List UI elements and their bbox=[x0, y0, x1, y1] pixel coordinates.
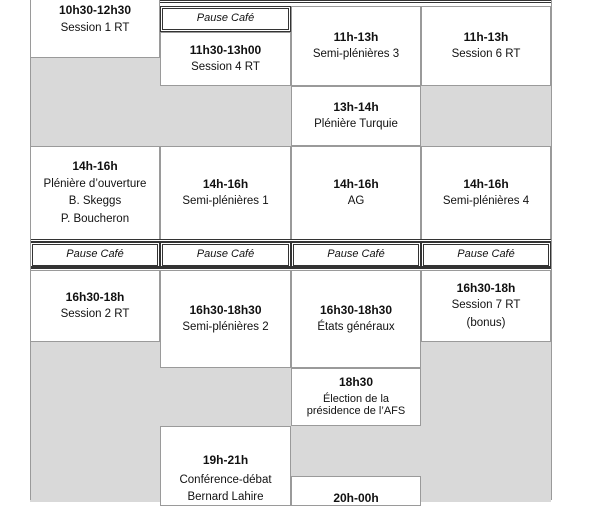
time-label: 10h30-12h30 bbox=[58, 3, 132, 17]
col3-empty-slot bbox=[291, 426, 421, 476]
col1-pleniere-ouverture bbox=[30, 146, 160, 240]
col1-session-1 bbox=[30, 0, 160, 58]
time-label: 19h-21h bbox=[202, 453, 249, 467]
col3-soiree bbox=[291, 476, 421, 506]
col3-pause-cafe bbox=[291, 242, 421, 268]
time-label: 11h-13h bbox=[463, 29, 509, 44]
session-label: Plénière d’ouverture bbox=[43, 177, 147, 190]
session-label: AG bbox=[347, 195, 365, 208]
col4-session-6 bbox=[421, 6, 551, 86]
session-label: Semi-plénières 2 bbox=[182, 321, 269, 334]
session-label: États généraux bbox=[317, 321, 395, 334]
col3-pleniere-turquie bbox=[291, 86, 421, 146]
pause-label: Pause Café bbox=[457, 248, 515, 261]
speaker-label: B. Skeggs bbox=[68, 195, 122, 208]
col4-empty-slot bbox=[421, 86, 551, 146]
time-label: 16h30-18h30 bbox=[319, 302, 393, 317]
col1-empty-slot bbox=[30, 58, 160, 146]
col2-session-4 bbox=[160, 32, 291, 86]
col2-semi-plenieres-2 bbox=[160, 270, 291, 368]
table-top-rule bbox=[160, 0, 551, 3]
col2-pause-cafe bbox=[160, 6, 291, 32]
time-label: 16h30-18h bbox=[456, 280, 516, 295]
session-label: Semi-plénières 3 bbox=[312, 48, 400, 61]
col2-empty-slot bbox=[160, 368, 291, 426]
session-label: Session 4 RT bbox=[191, 61, 260, 74]
session-label: Plénière Turquie bbox=[314, 118, 398, 131]
col3-semi-plenieres-3 bbox=[291, 6, 421, 86]
session-label: Session 6 RT bbox=[451, 48, 521, 61]
time-label: 16h30-18h bbox=[65, 289, 125, 304]
col2-pause-cafe bbox=[160, 242, 291, 268]
time-label: 18h30 bbox=[338, 374, 374, 389]
col1-empty-slot bbox=[30, 342, 160, 502]
table-left-border bbox=[30, 0, 31, 500]
speaker-label: P. Boucheron bbox=[60, 213, 130, 226]
pause-row-rule bbox=[30, 239, 551, 242]
pause-label: Pause Café bbox=[327, 248, 385, 261]
time-label: 16h30-18h30 bbox=[189, 302, 262, 317]
time-label: 14h-16h bbox=[463, 176, 509, 191]
time-label: 14h-16h bbox=[72, 158, 118, 173]
pause-row-rule bbox=[30, 266, 551, 269]
session-label: Conférence-débat bbox=[179, 473, 272, 486]
col3-etats-generaux bbox=[291, 270, 421, 368]
time-label: 11h30-13h00 bbox=[189, 42, 262, 57]
col4-pause-cafe bbox=[421, 242, 551, 268]
col4-session-7 bbox=[421, 270, 551, 342]
col1-pause-cafe bbox=[30, 242, 160, 268]
col4-semi-plenieres-4 bbox=[421, 146, 551, 240]
time-label: 11h-13h bbox=[333, 29, 379, 44]
time-label: 14h-16h bbox=[333, 176, 379, 191]
col2-semi-plenieres-1 bbox=[160, 146, 291, 240]
table-right-border bbox=[551, 0, 552, 500]
time-label: 13h-14h bbox=[333, 99, 379, 114]
session-label: (bonus) bbox=[466, 317, 506, 330]
col4-empty-slot bbox=[421, 342, 551, 502]
pause-label: Pause Café bbox=[196, 248, 255, 261]
col2-conference-debat bbox=[160, 426, 291, 506]
time-label: 14h-16h bbox=[202, 176, 249, 191]
pause-label: Pause Café bbox=[196, 12, 255, 25]
pause-label: Pause Café bbox=[66, 248, 124, 261]
session-label: Session 2 RT bbox=[60, 308, 130, 321]
session-label: Semi-plénières 4 bbox=[442, 195, 530, 208]
col1-session-2 bbox=[30, 270, 160, 342]
col3-ag bbox=[291, 146, 421, 240]
col3-election-afs bbox=[291, 368, 421, 426]
session-label: Session 1 RT bbox=[60, 21, 130, 34]
col2-empty-slot bbox=[160, 86, 291, 146]
session-label: Session 7 RT bbox=[451, 299, 521, 312]
speaker-label: Bernard Lahire bbox=[187, 491, 264, 504]
session-label: présidence de l’AFS bbox=[306, 405, 406, 418]
session-label: Semi-plénières 1 bbox=[182, 195, 269, 208]
session-label: Élection de la bbox=[322, 392, 390, 405]
time-label: 20h-00h bbox=[333, 491, 379, 505]
